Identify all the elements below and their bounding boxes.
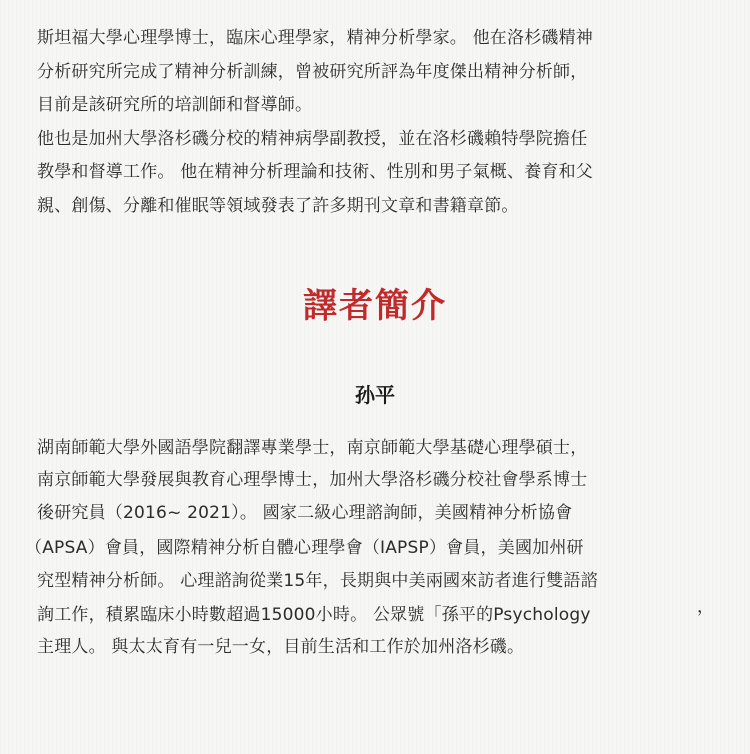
bio-line: 分析研究所完成了精神分析訓練，曾被研究所評為年度傑出精神分析師， [37, 62, 588, 82]
translator-bio-line: 詢工作，積累臨床小時數超過15000小時。 公眾號「孫平的Psychology [37, 605, 591, 625]
translator-bio-line: 南京師範大學發展與教育心理學博士，加州大學洛杉磯分校社會學系博士 [37, 470, 588, 490]
bio-line: 目前是該研究所的培訓師和督導師。 [37, 95, 313, 115]
bio-line: 教學和督導工作。 他在精神分析理論和技術、性別和男子氣概、養育和父 [37, 162, 594, 182]
translator-bio-line: 究型精神分析師。 心理諮詢從業15年，長期與中美兩國來訪者進行雙語諮 [37, 571, 598, 591]
translator-bio-line: 後研究員（2016~ 2021）。 國家二級心理諮詢師，美國精神分析協會 [37, 503, 573, 523]
translator-name: 孙平 [355, 383, 395, 407]
translator-bio-line: 湖南師範大學外國語學院翻譯專業學士，南京師範大學基礎心理學碩士， [37, 438, 588, 458]
bio-line: 親、創傷、分離和催眠等領域發表了許多期刊文章和書籍章節。 [37, 196, 519, 216]
translator-heading: 譯者簡介 [303, 286, 447, 326]
translator-bio-line: 主理人。 與太太育有一兒一女，目前生活和工作於加州洛杉磯。 [37, 637, 525, 657]
bio-line: 他也是加州大學洛杉磯分校的精神病學副教授，並在洛杉磯賴特學院擔任 [37, 129, 588, 149]
stray-comma: ， [697, 597, 714, 617]
translator-bio-line: （APSA）會員，國際精神分析自體心理學會（IAPSP）會員，美國加州研 [25, 538, 584, 558]
bio-line: 斯坦福大學心理學博士，臨床心理學家，精神分析學家。 他在洛杉磯精神 [37, 28, 594, 48]
